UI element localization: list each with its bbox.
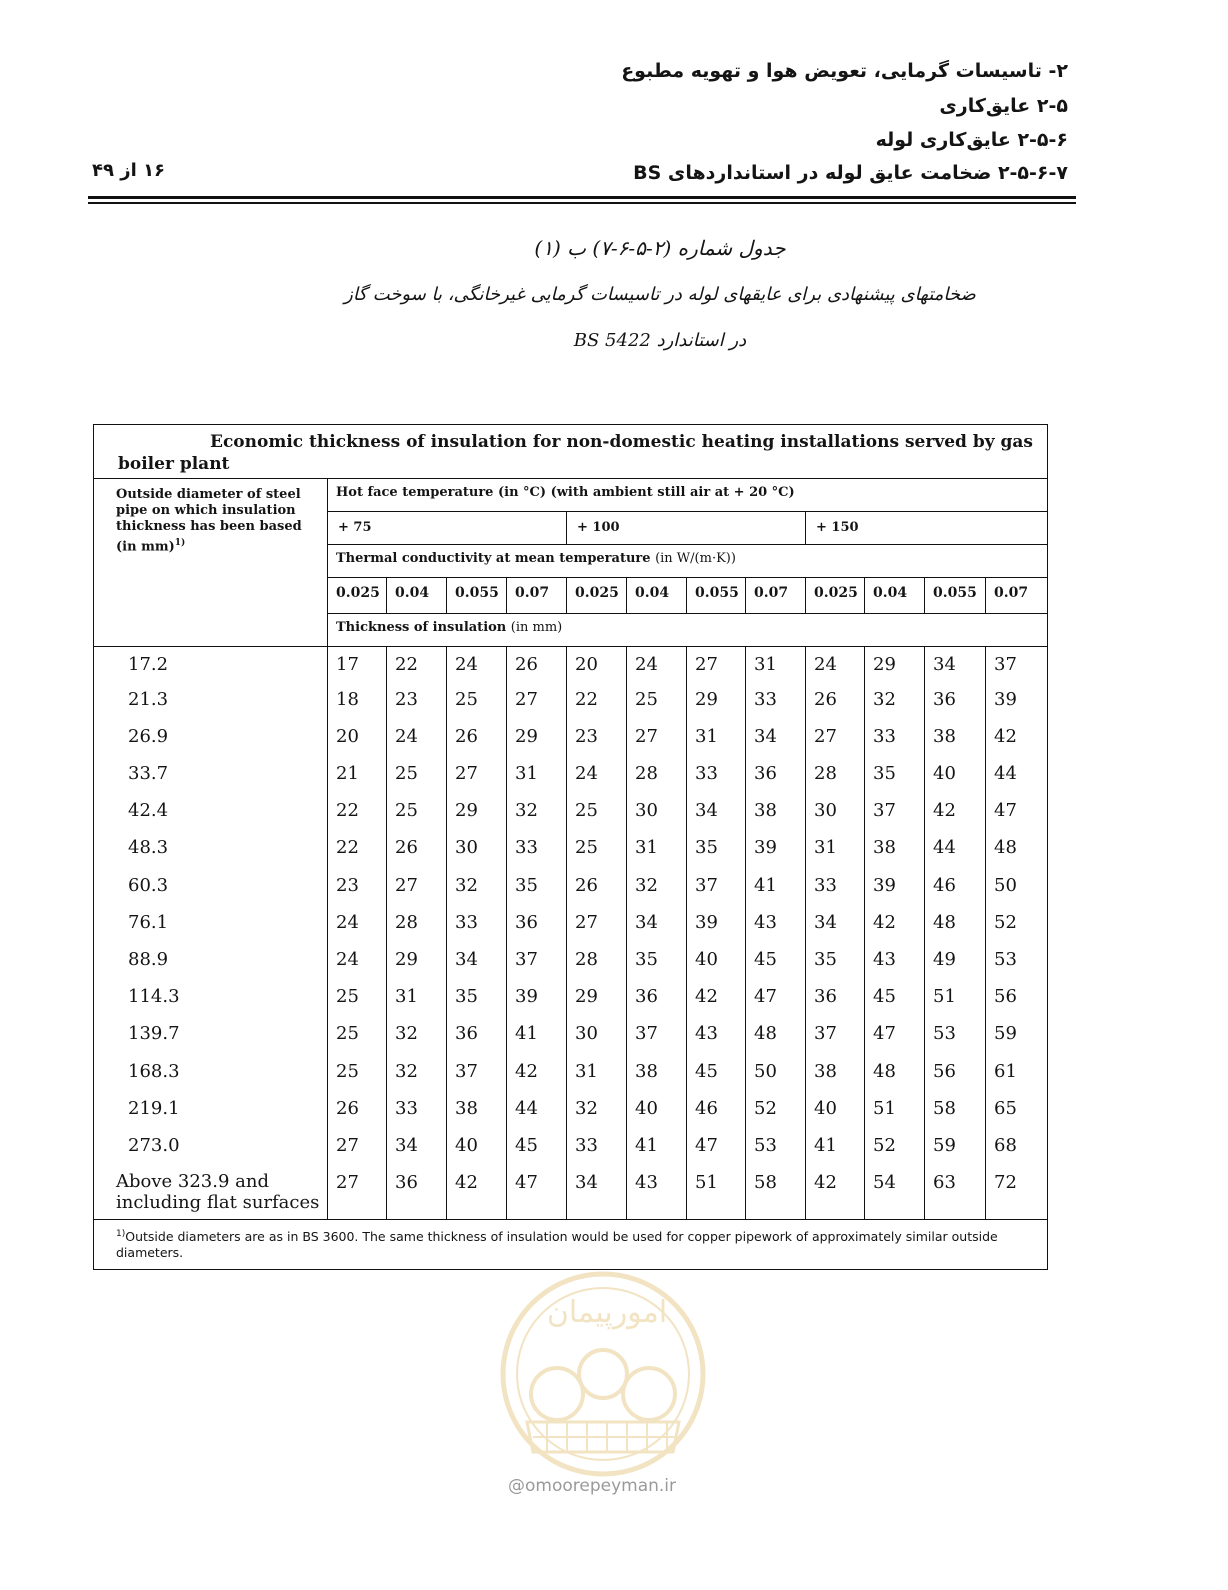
table-row	[94, 907, 1048, 944]
thickness-cell: 36	[507, 907, 567, 944]
thickness-cell: 40	[687, 944, 746, 981]
header-line-2: ۲-۵ عایق‌کاری	[939, 95, 1068, 117]
thickness-cell: 42	[806, 1167, 865, 1219]
thickness-cell: 42	[986, 721, 1048, 758]
header-line-3: ۲-۵-۶ عایق‌کاری لوله	[875, 129, 1068, 151]
thickness-cell: 24	[806, 647, 865, 684]
thickness-cell: 38	[806, 1056, 865, 1093]
diameter-cell: 21.3	[94, 684, 328, 721]
thickness-cell: 24	[387, 721, 447, 758]
thickness-cell: 25	[387, 758, 447, 795]
hot-face-header: Hot face temperature (in °C) (with ambient still air at + 20 °C)	[328, 479, 1048, 512]
thickness-cell: 41	[806, 1130, 865, 1167]
thickness-cell: 35	[806, 944, 865, 981]
table-row	[94, 981, 1048, 1018]
table-row	[94, 870, 1048, 907]
thickness-cell: 35	[865, 758, 925, 795]
thickness-cell: 48	[925, 907, 986, 944]
thickness-cell: 31	[746, 647, 806, 684]
table-row	[94, 721, 1048, 758]
thickness-cell: 48	[986, 832, 1048, 869]
thickness-cell: 38	[447, 1093, 507, 1130]
diameter-cell: 42.4	[94, 795, 328, 832]
thickness-cell: 34	[925, 647, 986, 684]
thickness-cell: 27	[507, 684, 567, 721]
thickness-cell: 34	[627, 907, 687, 944]
diameter-cell: 139.7	[94, 1018, 328, 1055]
thickness-cell: 47	[986, 795, 1048, 832]
thickness-cell: 43	[687, 1018, 746, 1055]
thickness-cell: 29	[447, 795, 507, 832]
thickness-cell: 37	[447, 1056, 507, 1093]
thickness-cell: 50	[746, 1056, 806, 1093]
thickness-cell: 26	[507, 647, 567, 684]
thickness-cell: 37	[687, 870, 746, 907]
thickness-cell: 22	[328, 832, 387, 869]
thickness-cell: 24	[328, 944, 387, 981]
thickness-cell: 40	[627, 1093, 687, 1130]
thickness-cell: 36	[925, 684, 986, 721]
thickness-cell: 51	[865, 1093, 925, 1130]
thickness-cell: 34	[567, 1167, 627, 1219]
diameter-cell: 26.9	[94, 721, 328, 758]
thickness-cell: 39	[865, 870, 925, 907]
thickness-cell: 56	[986, 981, 1048, 1018]
conductivity-header-text: Thermal conductivity at mean temperature	[336, 551, 651, 566]
thickness-cell: 47	[746, 981, 806, 1018]
thickness-cell: 23	[328, 870, 387, 907]
thickness-header-text: Thickness of insulation	[336, 620, 507, 635]
thickness-cell: 33	[806, 870, 865, 907]
table-row	[94, 944, 1048, 981]
thickness-cell: 34	[746, 721, 806, 758]
diameter-cell: 168.3	[94, 1056, 328, 1093]
thickness-cell: 23	[387, 684, 447, 721]
thickness-cell: 26	[567, 870, 627, 907]
temp-75: + 75	[328, 512, 567, 545]
diameter-cell: Above 323.9 and including flat surfaces	[94, 1167, 328, 1219]
thickness-cell: 27	[447, 758, 507, 795]
thickness-cell: 25	[328, 1018, 387, 1055]
thickness-cell: 22	[387, 647, 447, 684]
thickness-cell: 43	[627, 1167, 687, 1219]
thickness-cell: 32	[507, 795, 567, 832]
watermark-logo	[497, 1262, 709, 1492]
diameter-cell: 60.3	[94, 870, 328, 907]
diameter-cell: 114.3	[94, 981, 328, 1018]
thickness-cell: 29	[387, 944, 447, 981]
conductivity-cell: 0.025	[806, 578, 865, 614]
thickness-cell: 32	[447, 870, 507, 907]
diameter-cell: 88.9	[94, 944, 328, 981]
thickness-cell: 51	[687, 1167, 746, 1219]
thickness-cell: 30	[627, 795, 687, 832]
thickness-cell: 31	[687, 721, 746, 758]
thickness-cell: 63	[925, 1167, 986, 1219]
thickness-cell: 24	[627, 647, 687, 684]
thickness-cell: 37	[507, 944, 567, 981]
thickness-cell: 21	[328, 758, 387, 795]
thickness-cell: 50	[986, 870, 1048, 907]
temp-100: + 100	[567, 512, 806, 545]
thickness-cell: 35	[447, 981, 507, 1018]
table-row	[94, 1018, 1048, 1055]
thickness-cell: 25	[567, 795, 627, 832]
thickness-cell: 33	[687, 758, 746, 795]
thickness-cell: 37	[806, 1018, 865, 1055]
thickness-cell: 40	[447, 1130, 507, 1167]
conductivity-cell: 0.055	[447, 578, 507, 614]
thickness-cell: 33	[865, 721, 925, 758]
thickness-cell: 45	[687, 1056, 746, 1093]
table-row	[94, 832, 1048, 869]
thickness-header	[328, 614, 1048, 647]
diameter-header-sup: 1)	[174, 538, 186, 548]
thickness-cell: 56	[925, 1056, 986, 1093]
thickness-cell: 68	[986, 1130, 1048, 1167]
thickness-cell: 54	[865, 1167, 925, 1219]
thickness-cell: 48	[746, 1018, 806, 1055]
thickness-cell: 30	[567, 1018, 627, 1055]
table-row	[94, 1130, 1048, 1167]
thickness-cell: 38	[865, 832, 925, 869]
thickness-cell: 28	[387, 907, 447, 944]
thickness-cell: 49	[925, 944, 986, 981]
watermark-url: @omoorepeyman.ir	[508, 1476, 677, 1496]
thickness-cell: 37	[865, 795, 925, 832]
thickness-cell: 33	[507, 832, 567, 869]
thickness-cell: 27	[806, 721, 865, 758]
conductivity-cell: 0.07	[746, 578, 806, 614]
thickness-cell: 33	[387, 1093, 447, 1130]
thickness-cell: 48	[865, 1056, 925, 1093]
conductivity-cell: 0.07	[507, 578, 567, 614]
thickness-cell: 28	[806, 758, 865, 795]
conductivity-cell: 0.025	[567, 578, 627, 614]
thickness-cell: 65	[986, 1093, 1048, 1130]
thickness-cell: 23	[567, 721, 627, 758]
table-title-text: Economic thickness of insulation for non-domestic heating installations served by gas boiler plant	[118, 432, 1033, 474]
thickness-cell: 45	[865, 981, 925, 1018]
conductivity-cell: 0.04	[387, 578, 447, 614]
conductivity-cell: 0.07	[986, 578, 1048, 614]
thickness-cell: 24	[447, 647, 507, 684]
thickness-cell: 36	[746, 758, 806, 795]
header-rule-thin	[88, 202, 1076, 204]
thickness-cell: 25	[627, 684, 687, 721]
thickness-cell: 35	[627, 944, 687, 981]
thickness-cell: 58	[925, 1093, 986, 1130]
table-caption-standard: در استاندارد BS 5422	[573, 330, 747, 351]
thickness-cell: 45	[507, 1130, 567, 1167]
footnote-text: Outside diameters are as in BS 3600. The same thickness of insulation would be used for copper pipework of approximately similar outside diameters.	[116, 1228, 998, 1260]
thickness-cell: 42	[687, 981, 746, 1018]
thickness-cell: 29	[687, 684, 746, 721]
diameter-column-header	[94, 479, 328, 647]
thickness-cell: 34	[806, 907, 865, 944]
thickness-cell: 26	[328, 1093, 387, 1130]
thickness-cell: 31	[806, 832, 865, 869]
thickness-cell: 30	[806, 795, 865, 832]
thickness-cell: 58	[746, 1167, 806, 1219]
thickness-cell: 41	[627, 1130, 687, 1167]
thickness-cell: 52	[986, 907, 1048, 944]
thickness-cell: 22	[567, 684, 627, 721]
thickness-cell: 38	[925, 721, 986, 758]
thickness-cell: 53	[746, 1130, 806, 1167]
thickness-cell: 38	[746, 795, 806, 832]
table-caption-title: ضخامتهای پیشنهادی برای عایقهای لوله در تاسیسات گرمایی غیرخانگی، با سوخت گاز	[344, 284, 976, 305]
thickness-cell: 46	[925, 870, 986, 907]
table-row	[94, 795, 1048, 832]
thickness-cell: 44	[925, 832, 986, 869]
table-title	[94, 425, 1048, 479]
table-row	[94, 1167, 1048, 1219]
thickness-cell: 39	[687, 907, 746, 944]
thickness-cell: 34	[387, 1130, 447, 1167]
thickness-cell: 39	[507, 981, 567, 1018]
thickness-cell: 52	[865, 1130, 925, 1167]
thickness-cell: 47	[507, 1167, 567, 1219]
conductivity-cell: 0.055	[925, 578, 986, 614]
thickness-cell: 27	[328, 1167, 387, 1219]
thickness-cell: 20	[328, 721, 387, 758]
thickness-cell: 36	[387, 1167, 447, 1219]
thickness-cell: 36	[447, 1018, 507, 1055]
thickness-cell: 33	[567, 1130, 627, 1167]
thickness-cell: 25	[447, 684, 507, 721]
thickness-cell: 18	[328, 684, 387, 721]
thickness-cell: 44	[986, 758, 1048, 795]
temp-150: + 150	[806, 512, 1048, 545]
thickness-cell: 31	[387, 981, 447, 1018]
thickness-cell: 24	[328, 907, 387, 944]
thickness-cell: 30	[447, 832, 507, 869]
thickness-cell: 24	[567, 758, 627, 795]
thickness-cell: 29	[567, 981, 627, 1018]
thickness-cell: 34	[447, 944, 507, 981]
thickness-cell: 41	[507, 1018, 567, 1055]
watermark-logo-text: امورپیمان	[546, 1295, 668, 1330]
diameter-cell: 273.0	[94, 1130, 328, 1167]
table-row	[94, 758, 1048, 795]
thickness-cell: 37	[986, 647, 1048, 684]
thickness-cell: 32	[387, 1056, 447, 1093]
thickness-cell: 17	[328, 647, 387, 684]
insulation-table	[93, 424, 1047, 1270]
thickness-cell: 47	[865, 1018, 925, 1055]
conductivity-cell: 0.025	[328, 578, 387, 614]
thickness-cell: 34	[687, 795, 746, 832]
thickness-cell: 20	[567, 647, 627, 684]
thickness-cell: 29	[865, 647, 925, 684]
thickness-cell: 29	[507, 721, 567, 758]
thickness-cell: 39	[986, 684, 1048, 721]
thickness-cell: 72	[986, 1167, 1048, 1219]
thickness-cell: 28	[627, 758, 687, 795]
thickness-cell: 42	[447, 1167, 507, 1219]
thickness-cell: 26	[387, 832, 447, 869]
thickness-cell: 61	[986, 1056, 1048, 1093]
thickness-cell: 36	[806, 981, 865, 1018]
thickness-cell: 33	[746, 684, 806, 721]
footnote-mark: 1)	[116, 1228, 126, 1239]
thickness-cell: 26	[447, 721, 507, 758]
thickness-cell: 45	[746, 944, 806, 981]
thickness-cell: 59	[925, 1130, 986, 1167]
thickness-cell: 35	[507, 870, 567, 907]
thickness-cell: 27	[687, 647, 746, 684]
thickness-cell: 37	[627, 1018, 687, 1055]
thickness-cell: 25	[328, 981, 387, 1018]
thickness-cell: 40	[806, 1093, 865, 1130]
header-rule-thick	[88, 196, 1076, 199]
thickness-cell: 52	[746, 1093, 806, 1130]
thickness-cell: 39	[746, 832, 806, 869]
header-line-1: ۲- تاسیسات گرمایی، تعویض هوا و تهویه مطبوع	[621, 60, 1068, 82]
thickness-cell: 32	[567, 1093, 627, 1130]
thickness-cell: 27	[627, 721, 687, 758]
diameter-cell: 48.3	[94, 832, 328, 869]
diameter-header-text: Outside diameter of steel pipe on which insulation thickness has been based (in mm)	[116, 487, 302, 555]
thickness-cell: 53	[925, 1018, 986, 1055]
thickness-cell: 41	[746, 870, 806, 907]
thickness-cell: 44	[507, 1093, 567, 1130]
conductivity-unit: (in W/(m·K))	[655, 551, 736, 566]
thickness-cell: 32	[387, 1018, 447, 1055]
thickness-cell: 27	[567, 907, 627, 944]
thickness-cell: 46	[687, 1093, 746, 1130]
thickness-cell: 31	[627, 832, 687, 869]
thickness-cell: 47	[687, 1130, 746, 1167]
thickness-cell: 28	[567, 944, 627, 981]
thickness-cell: 43	[865, 944, 925, 981]
thickness-cell: 40	[925, 758, 986, 795]
diameter-cell: 33.7	[94, 758, 328, 795]
thickness-cell: 25	[567, 832, 627, 869]
thickness-cell: 31	[507, 758, 567, 795]
thickness-cell: 27	[387, 870, 447, 907]
thickness-cell: 35	[687, 832, 746, 869]
table-row	[94, 1093, 1048, 1130]
thickness-cell: 27	[328, 1130, 387, 1167]
thickness-cell: 43	[746, 907, 806, 944]
thickness-cell: 32	[627, 870, 687, 907]
thickness-cell: 51	[925, 981, 986, 1018]
header-line-4: ۲-۵-۶-۷ ضخامت عایق لوله در استانداردهای BS	[633, 162, 1068, 184]
diameter-cell: 219.1	[94, 1093, 328, 1130]
thickness-cell: 31	[567, 1056, 627, 1093]
thickness-cell: 42	[507, 1056, 567, 1093]
thickness-cell: 38	[627, 1056, 687, 1093]
thickness-cell: 42	[865, 907, 925, 944]
thickness-cell: 32	[865, 684, 925, 721]
page-number: ۱۶ از ۴۹	[92, 160, 166, 181]
thickness-cell: 53	[986, 944, 1048, 981]
thickness-cell: 26	[806, 684, 865, 721]
table-caption-number: جدول شماره (۲-۵-۶-۷) ب (۱)	[534, 236, 786, 260]
thickness-unit: (in mm)	[510, 620, 563, 635]
conductivity-cell: 0.055	[687, 578, 746, 614]
diameter-cell: 76.1	[94, 907, 328, 944]
conductivity-cell: 0.04	[627, 578, 687, 614]
thickness-cell: 22	[328, 795, 387, 832]
thickness-cell: 42	[925, 795, 986, 832]
conductivity-header	[328, 545, 1048, 578]
table-row	[94, 1056, 1048, 1093]
thickness-cell: 59	[986, 1018, 1048, 1055]
table-row	[94, 684, 1048, 721]
thickness-cell: 25	[328, 1056, 387, 1093]
conductivity-cell: 0.04	[865, 578, 925, 614]
thickness-cell: 33	[447, 907, 507, 944]
table-row	[94, 647, 1048, 684]
thickness-cell: 36	[627, 981, 687, 1018]
thickness-cell: 25	[387, 795, 447, 832]
diameter-cell: 17.2	[94, 647, 328, 684]
